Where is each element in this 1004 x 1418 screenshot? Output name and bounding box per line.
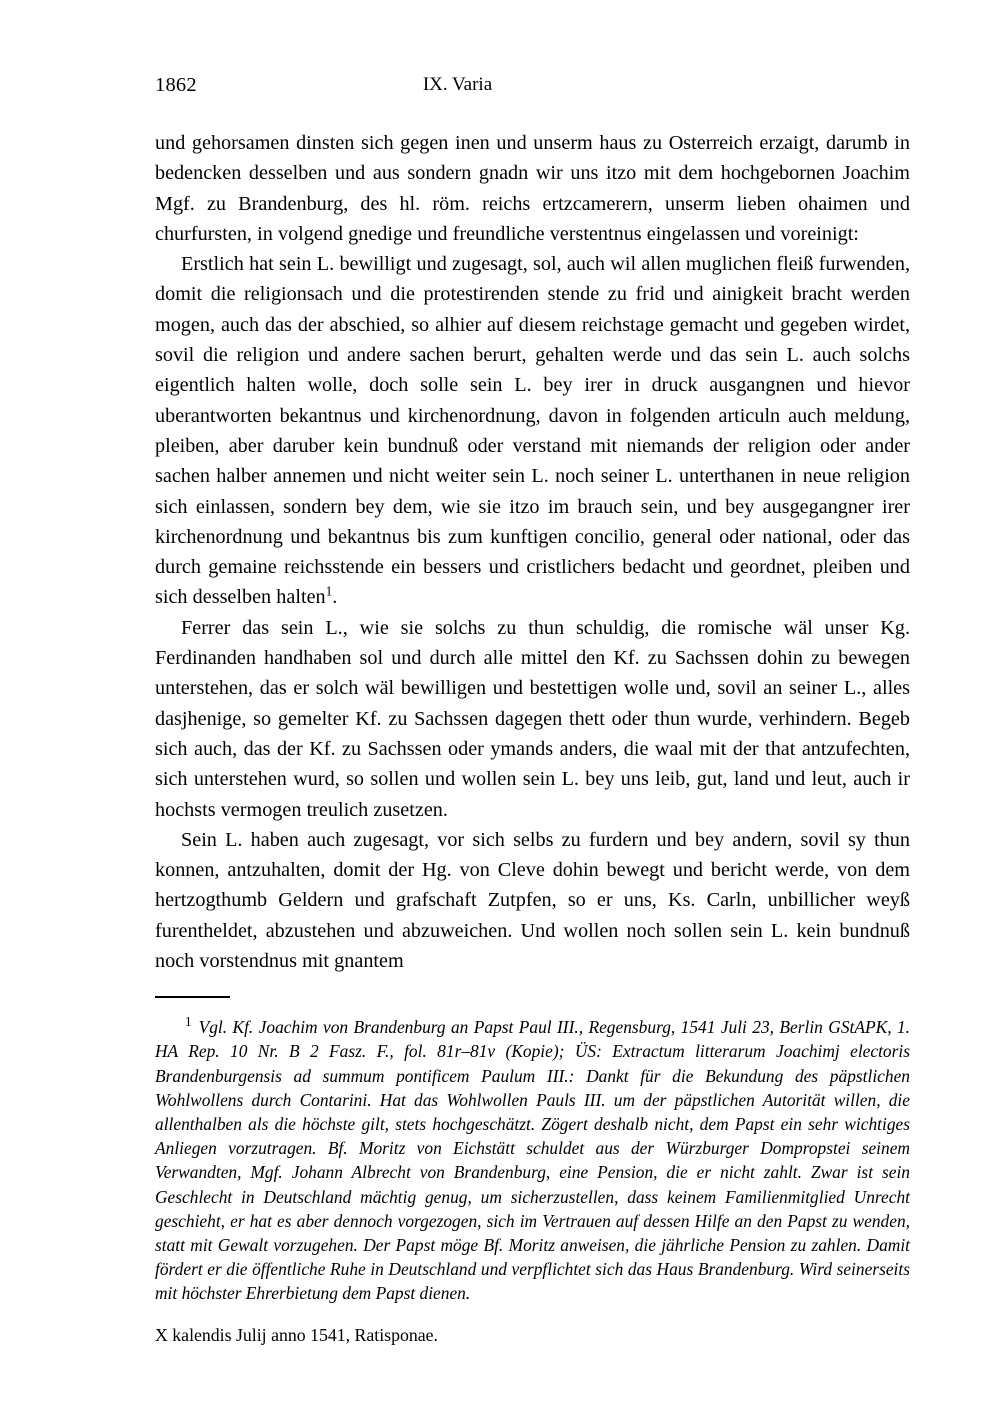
body-text	[155, 128, 910, 976]
footnote-tail-line: X kalendis Julij anno 1541, Ratisponae.	[155, 1324, 438, 1345]
footnote-separator-rule	[155, 996, 230, 997]
footnote-text: Vgl. Kf. Joachim von Brandenburg an Papst Paul III., Regensburg, 1541 Juli 23, Berlin GStAPK, 1. HA Rep. 10 Nr. B 2 Fasz. F., fol. 81r–81v (Kopie); ÜS: Extractum litterarum Joachimj electoris Brandenburgensis ad summum pontificem Paulum III.: Dankt für die Bekundung des päpstlichen Wohlwollens durch Contarini. Hat das Wohlwollen Pauls III. um der päpstlichen Autorität willen, die allenthalben als die höchste gilt, stets hochgeschätzt. Zögert deshalb nicht, dem Papst ein sehr wichtiges Anliegen vorzutragen. Bf. Moritz von Eichstätt schuldet aus der Würzburger Dompropstei seinem Verwandten, Mgf. Johann Albrecht von Brandenburg, eine Pension, die er nicht zahlt. Zwar ist sein Geschlecht in Deutschland mächtig genug, um sicherzustellen, dass keinem Familienmitglied Unrecht geschieht, er hat es aber dennoch vorgezogen, sich im Vertrauen auf dessen Hilfe an den Papst zu wenden, statt mit Gewalt vorzugehen. Der Papst möge Bf. Moritz anweisen, die jährliche Pension zu zahlen. Damit fördert er die öffentliche Ruhe in Deutschland und verpflichtet sich das Haus Brandenburg. Wird seinerseits mit höchster Ehrerbietung dem Papst dienen.	[155, 1017, 910, 1304]
footnote-1	[155, 1015, 910, 1305]
page-content	[155, 0, 910, 1365]
paragraph-3	[155, 613, 910, 825]
paragraph-2-text-after-marker: .	[332, 586, 338, 609]
running-head-title: IX. Varia	[422, 74, 493, 95]
footnote-number: 1	[185, 1014, 192, 1030]
paragraph-3-text: Ferrer das sein L., wie sie solchs zu thun schuldig, die romische wäl unser Kg. Ferdinanden handhaben sol und durch alle mittel den Kf. zu Sachssen dohin zu bewegen unterstehen, das er solch wäl bewilligen und bestettigen wolle und, sovil an seiner L., alles dasjhenige, so gemelter Kf. zu Sachssen dagegen thett oder thun wurde, verhindern. Begeb sich auch, das der Kf. zu Sachssen oder ymands anders, die waal mit der that antzufechten, sich unterstehen wurd, so sollen und wollen sein L. bey uns leib, gut, land und leut, auch ir hochsts vermogen treulich zusetzen.	[155, 616, 910, 821]
paragraph-4	[155, 825, 910, 976]
page-number: 1862	[155, 74, 197, 96]
running-head	[155, 72, 910, 128]
paragraph-1-text: und gehorsamen dinsten sich gegen inen und unserm haus zu Osterreich erzaigt, darumb in bedencken desselben und aus sondern gnadn wir uns itzo mit dem hochgebornen Joachim Mgf. zu Brandenburg, des hl. röm. reichs ertzcamerern, unserm lieben ohaimen und churfursten, in volgend gnedige und freundliche verstentnus eingelassen und voreinigt:	[155, 132, 910, 245]
footnote-reference-1[interactable]: 1	[325, 583, 333, 599]
paragraph-2-text: Erstlich hat sein L. bewilligt und zugesagt, sol, auch wil allen muglichen fleiß furwenden, domit die religionsach und die protestirenden stende zu frid und ainigkeit bracht werden mogen, auch das der abschied, so alhier auf diesem reichstage gemacht und gegeben wirdet, sovil die religion und andere sachen berurt, gehalten werde und das sein L. auch solchs eigentlich halten wolle, doch solle sein L. bey irer in druck ausgangnen und hievor uberantworten bekantnus und kirchenordnung, davon in folgenden articuln auch meldung, pleiben, aber daruber kein bundnuß oder verstand mit niemands der religion oder ander sachen halber annemen und nicht weiter sein L. noch seiner L. unterthanen in neue religion sich einlassen, sondern bey dem, wie sie itzo im brauch sein, und bey ausgegangner irer kirchenordnung und bekantnus bis zum kunftigen concilio, general oder national, oder das durch gemaine reichsstende ein bessers und cristlichers bedacht und geordnet, pleiben und sich desselben halten	[155, 253, 910, 609]
paragraph-1	[155, 128, 910, 249]
footnote-area	[155, 996, 910, 1347]
paragraph-2	[155, 249, 910, 613]
paragraph-4-text: Sein L. haben auch zugesagt, vor sich selbs zu furdern und bey andern, sovil sy thun konnen, antzuhalten, domit der Hg. von Cleve dohin bewegt und bericht werde, von dem hertzogthumb Geldern und grafschaft Zutpfen, so er uns, Ks. Carln, unbillicher weyß furentheldet, abzustehen und abzuweichen. Und wollen noch sollen sein L. kein bundnuß noch vorstendnus mit gnantem	[155, 828, 910, 973]
